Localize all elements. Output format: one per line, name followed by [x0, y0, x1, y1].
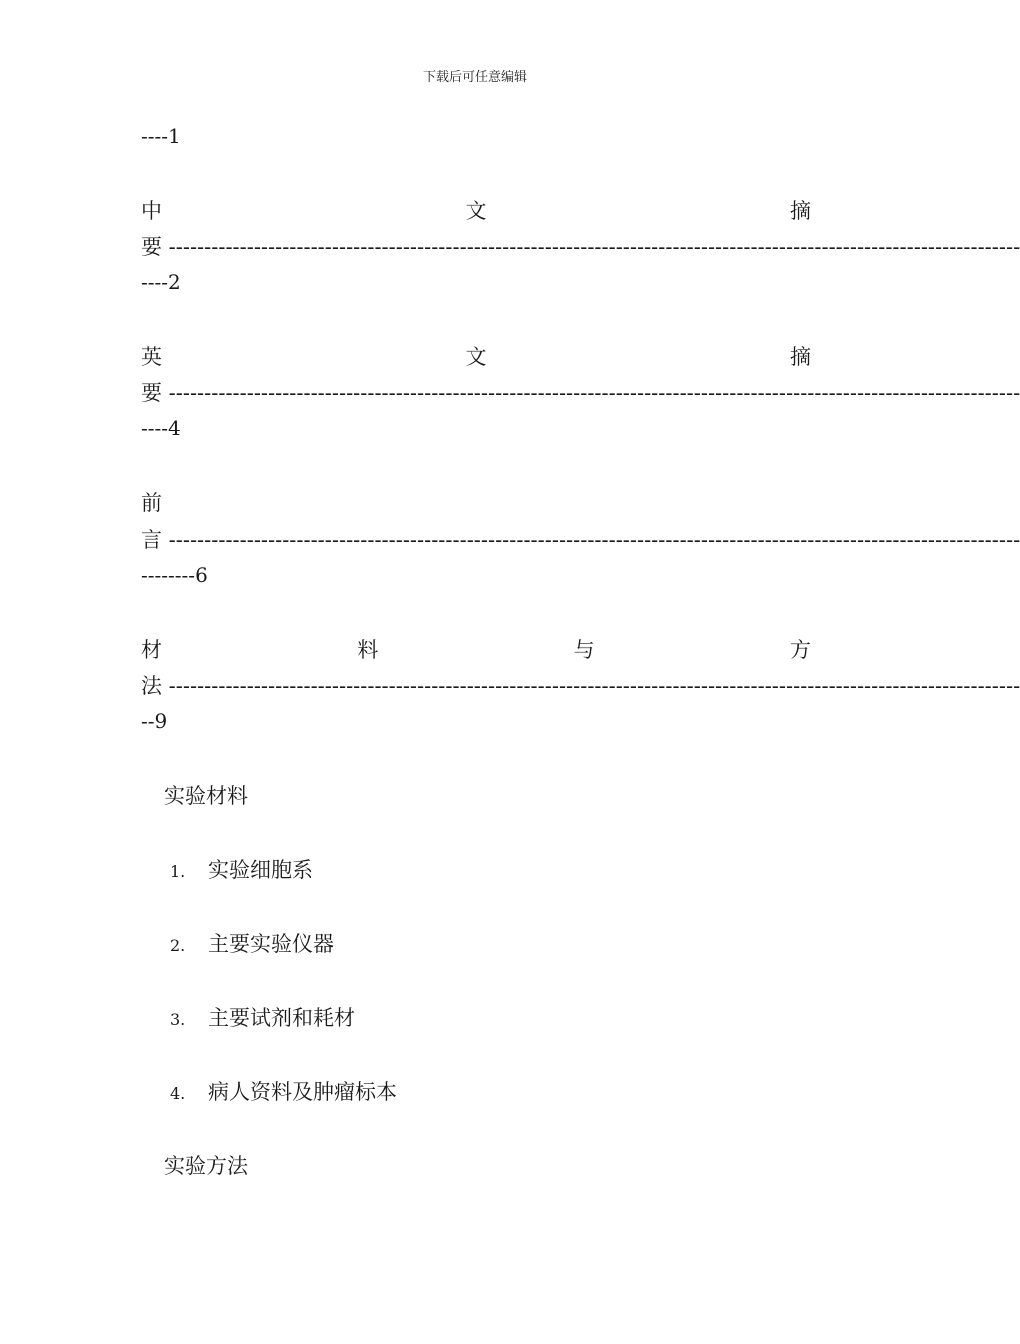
toc-leader-preface — [141, 528, 1020, 552]
toc-leader-chinese-abstract — [141, 235, 1020, 259]
toc-entry-preface[interactable]: 前 — [141, 491, 162, 515]
toc-char: 方 — [789, 638, 811, 662]
toc-entry-materials-methods[interactable] — [141, 638, 811, 662]
toc-page-materials-methods: --9 — [141, 709, 168, 733]
toc-item[interactable] — [170, 1006, 355, 1032]
item-number: 1. — [170, 862, 186, 881]
toc-char: 料 — [357, 638, 379, 662]
item-text: 主要试剂和耗材 — [208, 1006, 355, 1030]
dot-leader: ------------------------------------------------------------------------------------------------------------------------ — [162, 528, 1020, 552]
dot-leader: ------------------------------------------------------------------------------------------------------------------------ — [162, 674, 1020, 698]
toc-char: 与 — [573, 638, 595, 662]
toc-entry-materials[interactable]: 实验材料 — [164, 784, 248, 808]
toc-char: 材 — [141, 638, 162, 662]
toc-char: 摘 — [790, 199, 811, 223]
toc-char: 中 — [141, 199, 162, 223]
toc-entry-english-abstract[interactable] — [141, 345, 811, 369]
toc-char: 言 — [141, 528, 162, 552]
item-text: 病人资料及肿瘤标本 — [208, 1080, 397, 1104]
toc-page-english-abstract: ----4 — [141, 416, 181, 440]
item-text: 实验细胞系 — [208, 858, 313, 882]
toc-char: 摘 — [790, 345, 811, 369]
toc-leader-english-abstract — [141, 381, 1020, 405]
toc-item[interactable] — [170, 1080, 397, 1106]
toc-item[interactable] — [170, 858, 313, 884]
toc-page-chinese-abstract: ----2 — [141, 270, 181, 294]
item-number: 4. — [170, 1084, 186, 1103]
item-text: 主要实验仪器 — [208, 932, 334, 956]
toc-page-preface: --------6 — [141, 563, 208, 587]
toc-continuation-1: ----1 — [141, 124, 181, 148]
item-number: 3. — [170, 1010, 186, 1029]
dot-leader: ------------------------------------------------------------------------------------------------------------------------ — [162, 381, 1020, 405]
toc-char: 文 — [465, 199, 487, 223]
toc-char: 英 — [141, 345, 162, 369]
toc-leader-materials-methods — [141, 674, 1020, 698]
page-header: 下载后可任意编辑 — [422, 70, 527, 85]
dot-leader: ------------------------------------------------------------------------------------------------------------------------ — [162, 235, 1020, 259]
toc-char: 文 — [465, 345, 487, 369]
toc-entry-methods[interactable]: 实验方法 — [164, 1154, 248, 1178]
toc-char: 法 — [141, 674, 162, 698]
item-number: 2. — [170, 936, 186, 955]
toc-entry-chinese-abstract[interactable] — [141, 199, 811, 223]
toc-item[interactable] — [170, 932, 334, 958]
toc-char: 要 — [141, 235, 162, 259]
toc-char: 要 — [141, 381, 162, 405]
